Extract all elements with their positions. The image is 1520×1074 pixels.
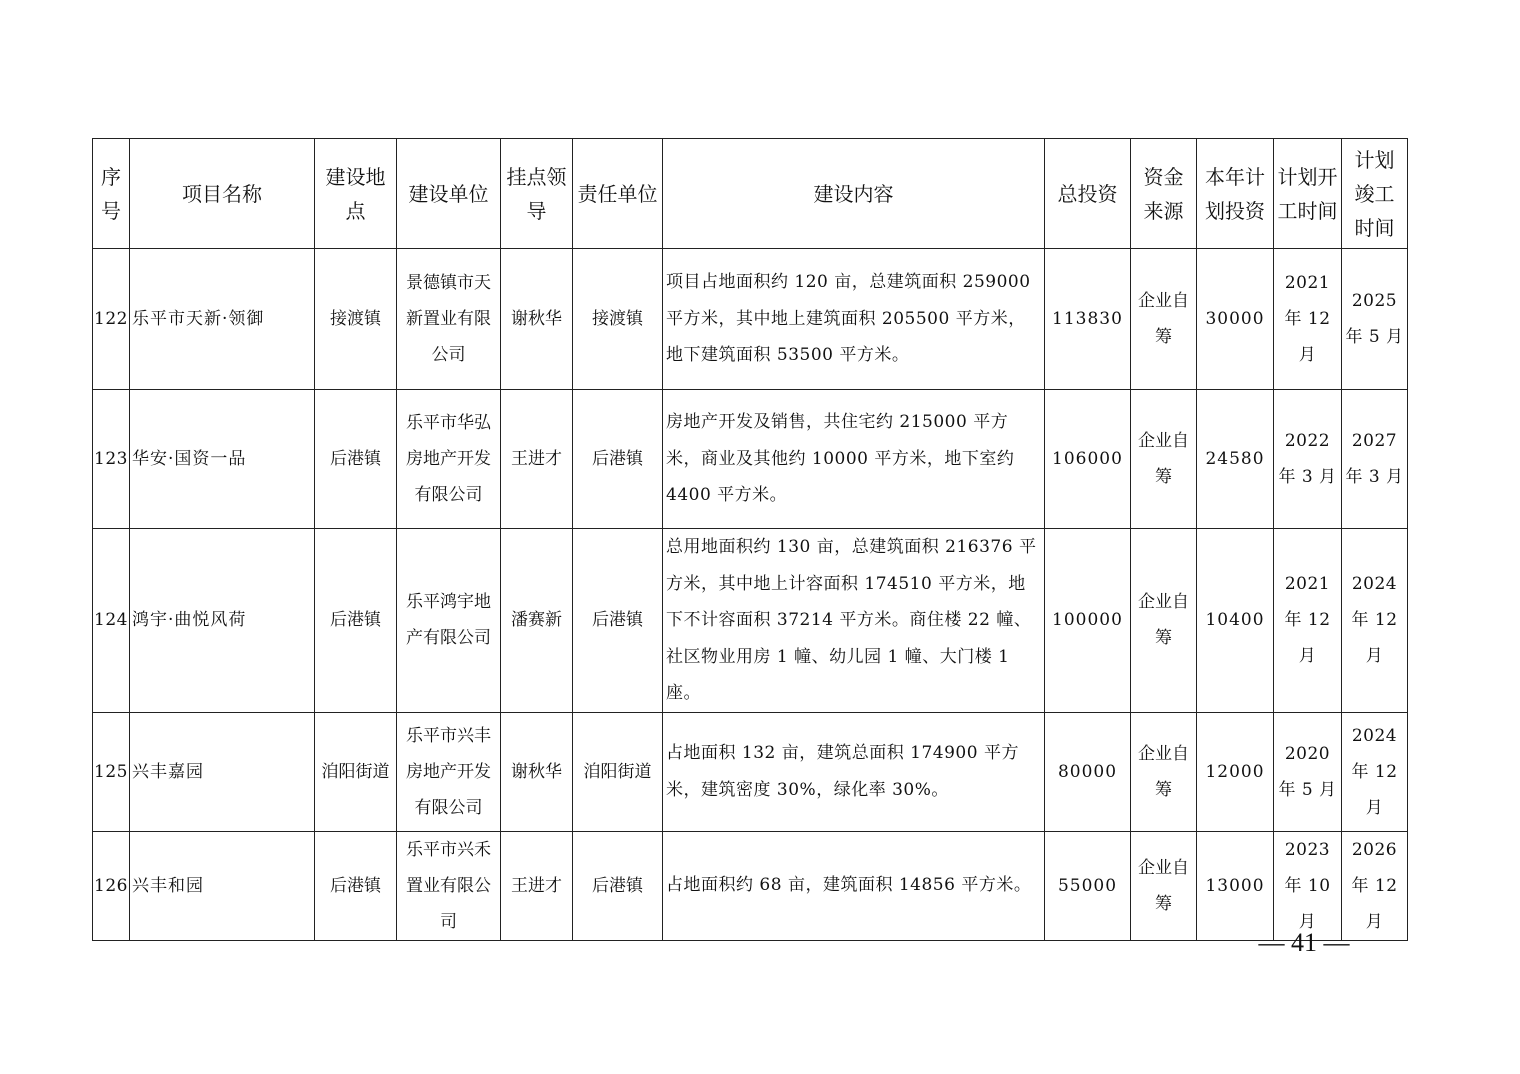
row-annual: 12000 — [1197, 712, 1274, 831]
row-total: 100000 — [1045, 529, 1131, 713]
row-seq: 124 — [93, 529, 130, 713]
header-location: 建设地点 — [315, 139, 397, 249]
row-unit: 洎阳街道 — [573, 712, 663, 831]
row-seq: 123 — [93, 390, 130, 529]
row-content: 项目占地面积约 120 亩，总建筑面积 259000 平方米，其中地上建筑面积 205500 平方米，地下建筑面积 53500 平方米。 — [663, 249, 1045, 390]
header-fund: 资金来源 — [1131, 139, 1197, 249]
row-annual: 30000 — [1197, 249, 1274, 390]
row-unit: 后港镇 — [573, 831, 663, 940]
header-builder: 建设单位 — [397, 139, 501, 249]
row-leader: 潘赛新 — [501, 529, 573, 713]
row-annual: 10400 — [1197, 529, 1274, 713]
row-seq: 126 — [93, 831, 130, 940]
table-row — [93, 249, 1408, 390]
row-annual: 24580 — [1197, 390, 1274, 529]
header-unit: 责任单位 — [573, 139, 663, 249]
header-name: 项目名称 — [130, 139, 315, 249]
row-fund: 企业自筹 — [1131, 712, 1197, 831]
row-end: 2026 年 12 月 — [1342, 831, 1408, 940]
page-number: — 41 — — [1258, 928, 1350, 957]
table-row — [93, 390, 1408, 529]
row-builder: 乐平鸿宇地产有限公司 — [397, 529, 501, 713]
header-leader: 挂点领导 — [501, 139, 573, 249]
row-leader: 王进才 — [501, 831, 573, 940]
row-content: 总用地面积约 130 亩，总建筑面积 216376 平方米，其中地上计容面积 174510 平方米，地下不计容面积 37214 平方米。商住楼 22 幢、社区物业用房 1 幢、幼儿园 1 幢、大门楼 1 座。 — [663, 529, 1045, 713]
row-fund: 企业自筹 — [1131, 831, 1197, 940]
row-name: 兴丰嘉园 — [130, 712, 315, 831]
row-end: 2027 年 3 月 — [1342, 390, 1408, 529]
row-end: 2024 年 12 月 — [1342, 529, 1408, 713]
row-leader: 王进才 — [501, 390, 573, 529]
project-table — [92, 138, 1408, 941]
table-row — [93, 529, 1408, 713]
row-location: 洎阳街道 — [315, 712, 397, 831]
row-name: 兴丰和园 — [130, 831, 315, 940]
row-unit: 后港镇 — [573, 529, 663, 713]
row-start: 2022 年 3 月 — [1274, 390, 1342, 529]
row-content: 占地面积 132 亩，建筑总面积 174900 平方米，建筑密度 30%，绿化率 30%。 — [663, 712, 1045, 831]
row-total: 113830 — [1045, 249, 1131, 390]
row-start: 2021 年 12 月 — [1274, 529, 1342, 713]
row-annual: 13000 — [1197, 831, 1274, 940]
row-end: 2024 年 12 月 — [1342, 712, 1408, 831]
row-seq: 122 — [93, 249, 130, 390]
row-location: 后港镇 — [315, 831, 397, 940]
row-name: 华安·国资一品 — [130, 390, 315, 529]
row-leader: 谢秋华 — [501, 249, 573, 390]
row-total: 80000 — [1045, 712, 1131, 831]
row-unit: 后港镇 — [573, 390, 663, 529]
row-fund: 企业自筹 — [1131, 529, 1197, 713]
row-leader: 谢秋华 — [501, 712, 573, 831]
row-fund: 企业自筹 — [1131, 390, 1197, 529]
header-annual: 本年计划投资 — [1197, 139, 1274, 249]
row-builder: 乐平市兴禾置业有限公司 — [397, 831, 501, 940]
row-content: 占地面积约 68 亩，建筑面积 14856 平方米。 — [663, 831, 1045, 940]
row-location: 后港镇 — [315, 529, 397, 713]
row-start: 2021 年 12 月 — [1274, 249, 1342, 390]
table-row — [93, 712, 1408, 831]
row-fund: 企业自筹 — [1131, 249, 1197, 390]
row-name: 鸿宇·曲悦风荷 — [130, 529, 315, 713]
table-row — [93, 831, 1408, 940]
row-start: 2023 年 10 月 — [1274, 831, 1342, 940]
row-unit: 接渡镇 — [573, 249, 663, 390]
row-total: 106000 — [1045, 390, 1131, 529]
row-total: 55000 — [1045, 831, 1131, 940]
row-name: 乐平市天新·领御 — [130, 249, 315, 390]
row-builder: 乐平市兴丰房地产开发有限公司 — [397, 712, 501, 831]
header-row — [93, 139, 1408, 249]
row-builder: 景德镇市天新置业有限公司 — [397, 249, 501, 390]
row-builder: 乐平市华弘房地产开发有限公司 — [397, 390, 501, 529]
row-seq: 125 — [93, 712, 130, 831]
row-content: 房地产开发及销售，共住宅约 215000 平方米，商业及其他约 10000 平方米，地下室约 4400 平方米。 — [663, 390, 1045, 529]
row-start: 2020 年 5 月 — [1274, 712, 1342, 831]
header-content: 建设内容 — [663, 139, 1045, 249]
header-seq: 序号 — [93, 139, 130, 249]
header-end: 计划竣工时间 — [1342, 139, 1408, 249]
header-start: 计划开工时间 — [1274, 139, 1342, 249]
row-location: 后港镇 — [315, 390, 397, 529]
header-total: 总投资 — [1045, 139, 1131, 249]
row-location: 接渡镇 — [315, 249, 397, 390]
row-end: 2025 年 5 月 — [1342, 249, 1408, 390]
